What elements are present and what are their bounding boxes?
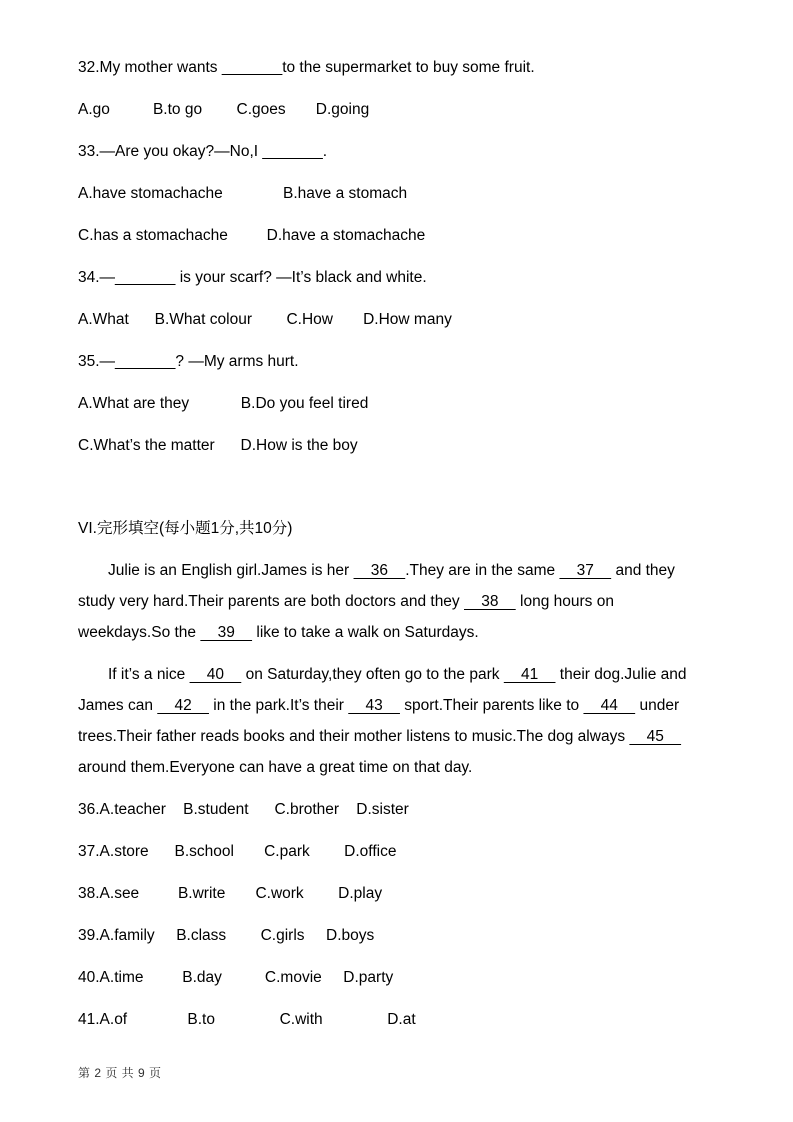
cloze-option-row-39: 39.A.family B.class C.girls D.boys	[78, 927, 375, 944]
question-32-stem: 32.My mother wants _______to the supermarket to buy some fruit.	[78, 59, 535, 76]
cloze-blank-43: 43	[348, 697, 400, 714]
question-35-stem: 35.—_______? —My arms hurt.	[78, 353, 299, 370]
cloze-paragraph-line: Julie is an English girl.James is her 36 .They are in the same 37 and they	[108, 562, 675, 579]
cloze-paragraph-line: James can 42 in the park.It’s their 43 sport.Their parents like to 44 under	[78, 697, 680, 714]
cloze-blank-45: 45	[629, 728, 682, 745]
cloze-paragraph-2	[78, 659, 715, 783]
cloze-paragraph-1	[78, 555, 715, 648]
cloze-option-row-40: 40.A.time B.day C.movie D.party	[78, 969, 394, 986]
cloze-blank-38: 38	[464, 593, 516, 610]
question-33-options-cd: C.has a stomachache D.have a stomachache	[78, 227, 426, 244]
multiple-choice-section	[78, 52, 715, 461]
cloze-paragraph-line: around them.Everyone can have a great time on that day.	[78, 759, 473, 776]
question-35-options-ab: A.What are they B.Do you feel tired	[78, 395, 369, 412]
cloze-option-row-37: 37.A.store B.school C.park D.office	[78, 843, 397, 860]
question-32-options: A.go B.to go C.goes D.going	[78, 101, 370, 118]
cloze-option-row-38: 38.A.see B.write C.work D.play	[78, 885, 383, 902]
cloze-paragraph-line: study very hard.Their parents are both doctors and they 38 long hours on	[78, 593, 614, 610]
cloze-blank-39: 39	[200, 624, 253, 641]
cloze-paragraph-line: trees.Their father reads books and their mother listens to music.The dog always 45	[78, 728, 682, 745]
question-35-options-cd: C.What’s the matter D.How is the boy	[78, 437, 358, 454]
question-33-options-ab: A.have stomachache B.have a stomach	[78, 185, 408, 202]
cloze-option-row-41: 41.A.of B.to C.with D.at	[78, 1011, 416, 1028]
cloze-blank-44: 44	[583, 697, 636, 714]
question-33-stem: 33.—Are you okay?—No,I _______.	[78, 143, 328, 160]
cloze-blank-36: 36	[353, 562, 406, 579]
question-34-options: A.What B.What colour C.How D.How many	[78, 311, 452, 328]
question-34-stem: 34.—_______ is your scarf? —It’s black and white.	[78, 269, 427, 286]
cloze-section	[78, 513, 715, 1035]
cloze-section-heading: VI.完形填空(每小题1分,共10分)	[78, 520, 293, 537]
cloze-blank-41: 41	[503, 666, 556, 683]
cloze-paragraph-line: If it’s a nice 40 on Saturday,they often go to the park 41 their dog.Julie and	[108, 666, 687, 683]
page-footer: 第 2 页 共 9 页	[78, 1066, 162, 1080]
cloze-blank-42: 42	[157, 697, 209, 714]
cloze-paragraph-line: weekdays.So the 39 like to take a walk on Saturdays.	[78, 624, 479, 641]
cloze-option-row-36: 36.A.teacher B.student C.brother D.sister	[78, 801, 409, 818]
cloze-blank-37: 37	[559, 562, 612, 579]
cloze-blank-40: 40	[189, 666, 242, 683]
